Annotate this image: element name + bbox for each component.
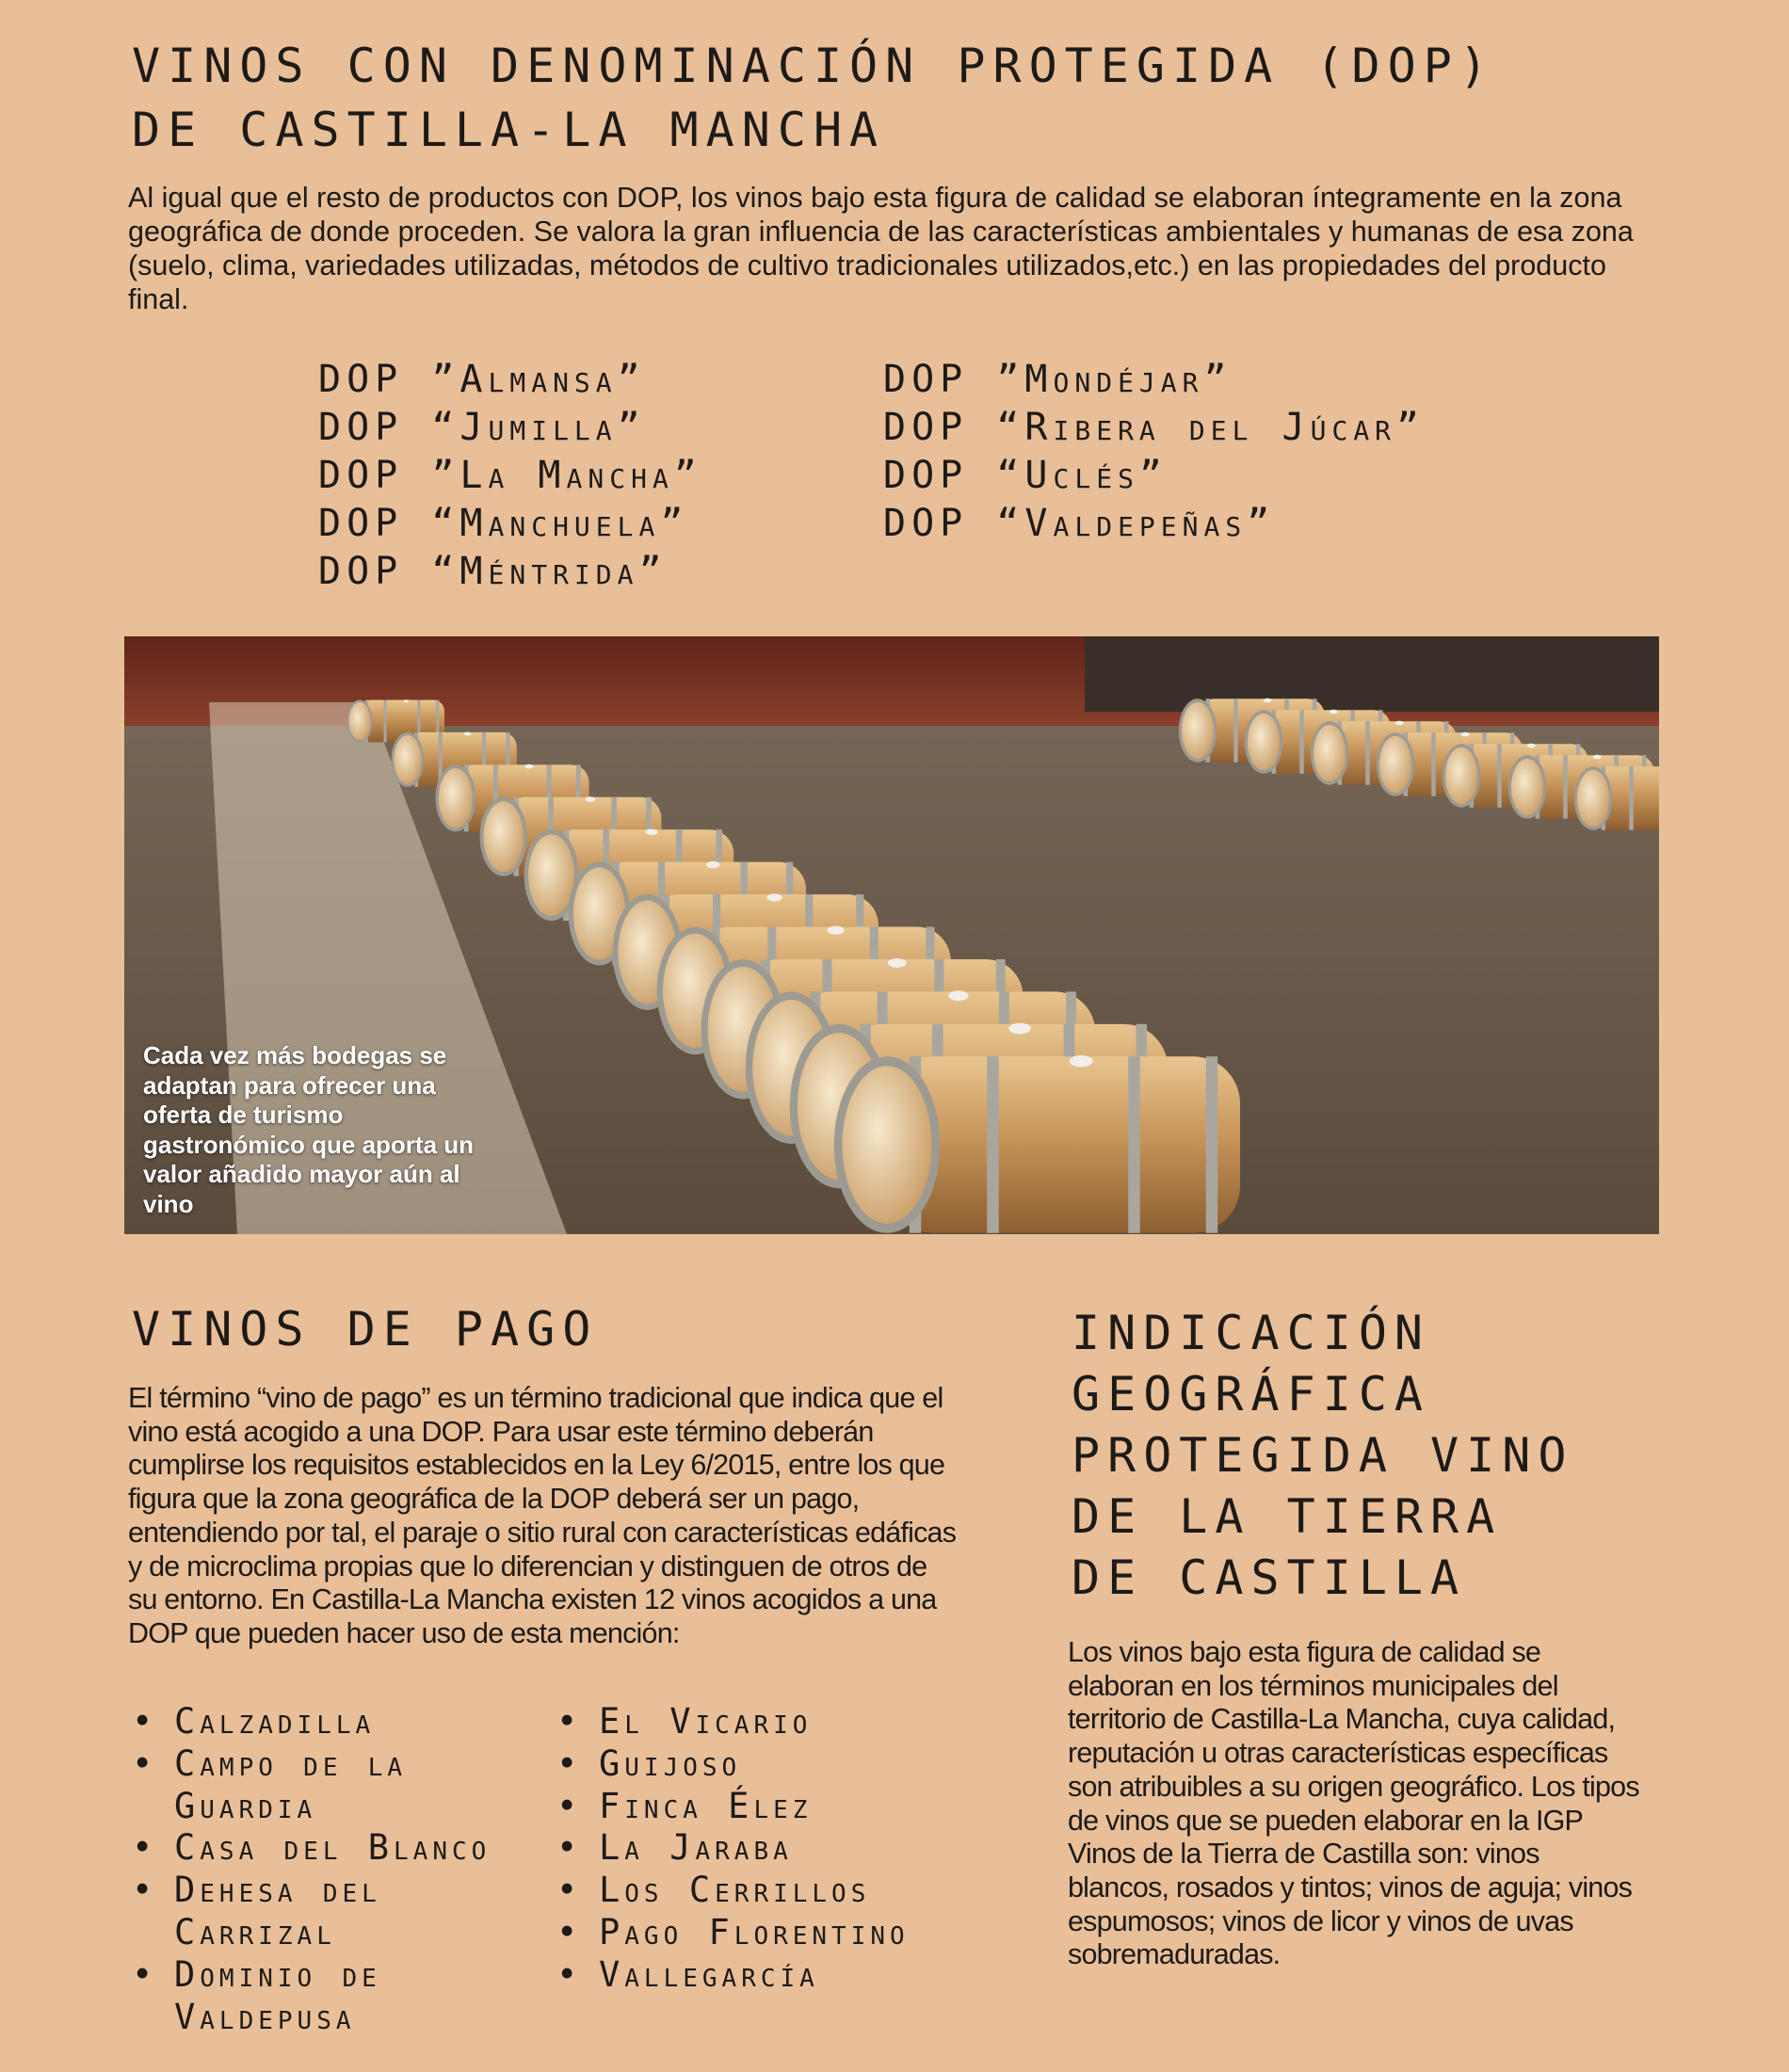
igp-title-line: DE LA TIERRA (1072, 1489, 1503, 1544)
barrel-hoop (1431, 732, 1436, 796)
barrel-head (1182, 702, 1214, 759)
barrel-bung (766, 893, 782, 901)
pago-list-item: • Vallegarcía (556, 1954, 952, 1997)
barrel-bung (464, 732, 472, 736)
barrel-bung (948, 990, 969, 1001)
igp-title-line: PROTEGIDA VINO (1072, 1428, 1574, 1483)
barrel-bung (646, 829, 658, 835)
barrel-head (1445, 747, 1477, 804)
cellar-back-wall (1085, 636, 1659, 712)
vinos-de-pago-body: El término “vino de pago” es un término tradicional que indica que el vino está acogido a una DOP. Para usar este término deberán cumplirse los requisitos establecidos en la Ley 6/2015, entre los que figura que la zona geográfica de la DOP deberá ser un pago, entendiendo por tal, el paraje o sitio rural con características edáficas y de microclima propias que lo diferencian y distinguen de otros de su entorno. En Castilla-La Mancha existen 12 vinos acogidos a una DOP que pueden hacer uso de esta mención: (128, 1382, 957, 1649)
dop-item: DOP “Méntrida” (318, 550, 668, 593)
barrel (1574, 766, 1659, 830)
barrel-bung (404, 699, 410, 702)
barrel-head (843, 1066, 932, 1224)
pago-list-item: • Pago Florentino (556, 1912, 952, 1954)
photo-caption: Cada vez más bodegas se adaptan para ofrecer una oferta de turismo gastronómico que aporta un valor añadido mayor aún al vino (143, 1041, 475, 1218)
barrel-bung (706, 861, 720, 868)
barrel-bung (1330, 710, 1338, 715)
dop-item: DOP “Valdepeñas” (883, 502, 1276, 545)
dop-item: DOP “Jumilla” (318, 406, 646, 449)
dop-item: DOP ”La Mancha” (318, 454, 702, 497)
barrel-head (1511, 759, 1543, 815)
dop-item: DOP ”Almansa” (318, 358, 646, 401)
barrel-bung (1527, 744, 1536, 748)
barrel-head (394, 735, 421, 784)
igp-title (1072, 1303, 1573, 1609)
barrel-hoop (1299, 710, 1304, 774)
barrel-hoop (1365, 721, 1370, 785)
pago-list-item: • Dominio de Valdepusa (132, 1954, 546, 2039)
barrel-bung (1461, 732, 1470, 737)
barrel-bung (585, 796, 595, 802)
igp-body: Los vinos bajo esta figura de calidad se elaboran en los términos municipales del territorio de Castilla-La Mancha, cuya calidad, reputación u otras características específicas son atribuibles a su origen geográfico. Los tipos de vinos que se pueden elaborar en la IGP Vinos de la Tierra de Castilla son: vinos blancos, rosados y tintos; vinos de aguja; vinos espumosos; vinos de licor y vinos de uvas sobremaduradas. (1068, 1636, 1639, 1971)
barrel-bung (1395, 721, 1404, 726)
barrel-hoop (1497, 744, 1502, 808)
barrel-hoop (1629, 766, 1634, 830)
barrel-head (439, 768, 473, 827)
barrel-head (349, 702, 371, 740)
barrel-hoop (1206, 1056, 1218, 1233)
pago-list-item: • Casa del Blanco (132, 1827, 546, 1870)
page-title (132, 34, 1495, 162)
barrel-hoop (1563, 755, 1568, 819)
pago-list-item: • Calzadilla (132, 1701, 546, 1743)
barrel (834, 1055, 1240, 1233)
igp-title-line: GEOGRÁFICA (1072, 1367, 1431, 1421)
igp-title-line: DE CASTILLA (1072, 1550, 1467, 1605)
pago-list-item: • Los Cerrillos (556, 1870, 952, 1912)
pago-list-item: • Dehesa del Carrizal (132, 1870, 546, 1954)
dop-list-column-1 (318, 356, 702, 596)
pago-list-column-1 (132, 1701, 546, 2038)
barrel-hoop (1233, 699, 1238, 763)
barrel-head (1379, 736, 1411, 793)
dop-list-column-2 (883, 356, 1425, 548)
barrel-head (1314, 725, 1346, 781)
barrel-bung (1008, 1023, 1030, 1035)
barrel-bung (1070, 1055, 1093, 1068)
pago-list-item: • Guijoso (556, 1743, 952, 1786)
barrel-hoop (1128, 1056, 1140, 1233)
barrel-bung (524, 764, 533, 769)
igp-title-line: INDICACIÓN (1072, 1306, 1431, 1360)
pago-list-column-2 (556, 1701, 952, 1997)
barrel-bung (888, 958, 907, 968)
page-title-line-1: VINOS CON DENOMINACIÓN PROTEGIDA (DOP) (132, 39, 1495, 93)
barrel-bung (828, 926, 845, 935)
dop-item: DOP ”Mondéjar” (883, 358, 1233, 401)
barrel-bung (1264, 699, 1272, 703)
barrel-bung (1593, 755, 1602, 760)
intro-paragraph: Al igual que el resto de productos con DOP, los vinos bajo esta figura de calidad se elaboran íntegramente en la zona geográfica de donde proceden. Se valora la gran influencia de las características ambientales y humanas de esa zona (suelo, clima, variedades utilizadas, métodos de cultivo tradicionales utilizados,etc.) en las propiedades del producto final. (128, 182, 1634, 315)
vinos-de-pago-title: VINOS DE PAGO (132, 1302, 599, 1357)
pago-list-item: • Campo de la Guardia (132, 1743, 546, 1828)
barrel-head (528, 834, 574, 915)
barrel-hoop (384, 700, 387, 743)
dop-item: DOP “Manchuela” (318, 502, 689, 545)
pago-list-item: • Finca Élez (556, 1786, 952, 1828)
dop-item: DOP “Ribera del Júcar” (883, 406, 1426, 449)
barrel-hoop (987, 1056, 999, 1233)
pago-list-item: • El Vicario (556, 1701, 952, 1743)
pago-list-item: • La Jaraba (556, 1827, 952, 1870)
wine-barrels-photo (124, 636, 1659, 1234)
page-title-line-2: DE CASTILLA-LA MANCHA (132, 103, 886, 157)
barrel-head (1248, 714, 1280, 770)
barrel-head (483, 801, 523, 872)
barrel-head (1577, 770, 1609, 827)
dop-item: DOP “Uclés” (883, 454, 1168, 497)
